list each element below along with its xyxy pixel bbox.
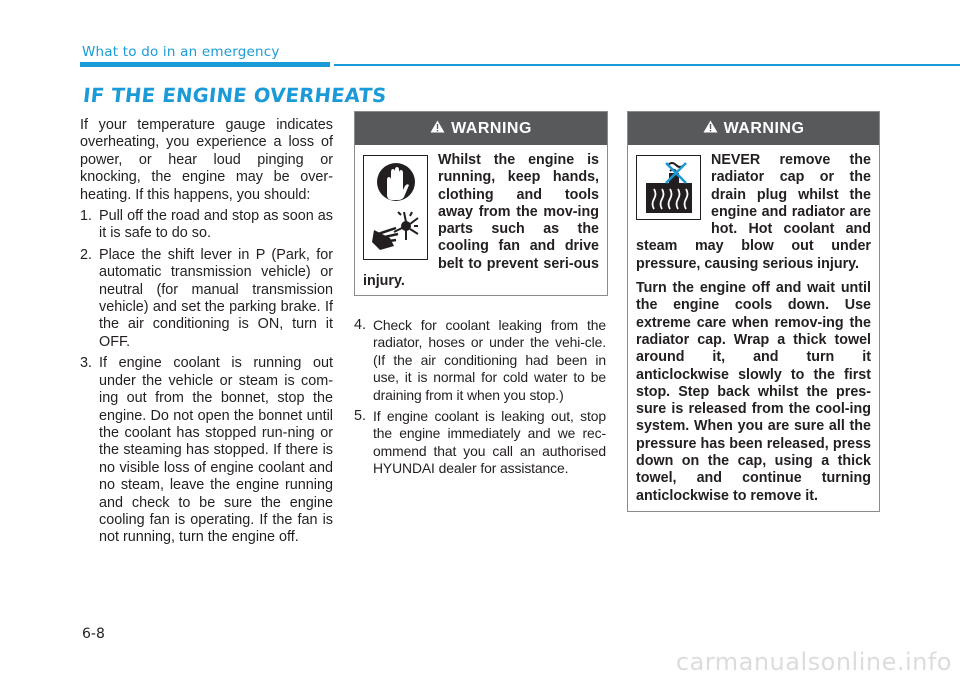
header-rule-right	[334, 64, 960, 66]
header-rule-left	[80, 62, 330, 67]
main-column-middle	[354, 317, 606, 482]
warning-triangle-icon	[703, 120, 718, 138]
step-text: Pull off the road and stop as soon as it is safe to do so.	[99, 208, 333, 242]
step-4	[354, 317, 606, 404]
hot-radiator-no-open-icon	[636, 155, 701, 220]
step-number: 3.	[80, 355, 93, 372]
step-number: 1.	[80, 208, 93, 225]
warning-text: Whilst the engine is running, keep hands, clothing and tools away from the mov-ing parts such as the cooling fan and drive belt to prevent seri-ous injury.	[363, 152, 599, 290]
page-number: 6-8	[82, 626, 105, 642]
step-1	[80, 208, 333, 243]
step-3	[80, 355, 333, 546]
warning-header	[355, 112, 607, 145]
step-text: If engine coolant is leaking out, stop the engine immediately and we rec-ommend that you call an authorised HYUNDAI dealer for assistance.	[373, 408, 606, 477]
warning-label: WARNING	[723, 119, 805, 137]
hand-fan-hazard-icon	[363, 155, 428, 260]
step-text: If engine coolant is running out under the vehicle or steam is com-ing out from the bonnet, stop the engine. Do not open the bonnet until the coolant has stopped run-ning or the steaming has stopped. If there is no visible loss of engine coolant and no steam, leave the engine running and check to be sure the engine cooling fan is operating. If the fan is not running, turn the engine off.	[99, 355, 333, 546]
step-number: 5.	[354, 408, 367, 425]
step-2	[80, 247, 333, 351]
warning-box-radiator	[627, 111, 880, 512]
step-number: 4.	[354, 317, 367, 333]
main-column-left	[80, 117, 333, 551]
warning-triangle-icon	[430, 120, 445, 138]
section-label: What to do in an emergency	[82, 44, 280, 60]
warning-label: WARNING	[451, 119, 532, 137]
step-text: Check for coolant leaking from the radiator, hoses or under the vehi-cle. (If the air conditioning had been in use, it is normal for cold water to be draining from it when you stop.)	[373, 317, 606, 403]
step-5	[354, 408, 606, 478]
watermark: carmanualsonline.info	[675, 648, 952, 676]
intro-paragraph: If your temperature gauge indicates overheating, you experience a loss of power, or hear loud pinging or knocking, the engine may be over-heating. If this happens, you should:	[80, 117, 333, 203]
warning-text: NEVER remove the radiator cap or the drain plug whilst the engine and radiator are hot. Hot coolant and steam may blow out under pressure, causing serious injury.	[636, 152, 871, 272]
step-text: Place the shift lever in P (Park, for automatic transmission vehicle) or neutral (for manual transmission vehicle) and set the parking brake. If the air conditioning is ON, turn it OFF.	[99, 246, 333, 350]
warning-header	[628, 112, 879, 145]
warning-box-fan	[354, 111, 608, 296]
warning-text-2: Turn the engine off and wait until the engine cools down. Use extreme care when remov-ing the radiator cap. Wrap a thick towel around it, and turn it anticlockwise slowly to the first stop. Step back whilst the pres-sure is released from the cool-ing system. When you are sure all the pressure has been released, press down on the cap, using a thick towel, and continue turning anticlockwise to remove it.	[636, 280, 871, 504]
page-title: IF THE ENGINE OVERHEATS	[82, 84, 388, 107]
step-number: 2.	[80, 246, 93, 263]
